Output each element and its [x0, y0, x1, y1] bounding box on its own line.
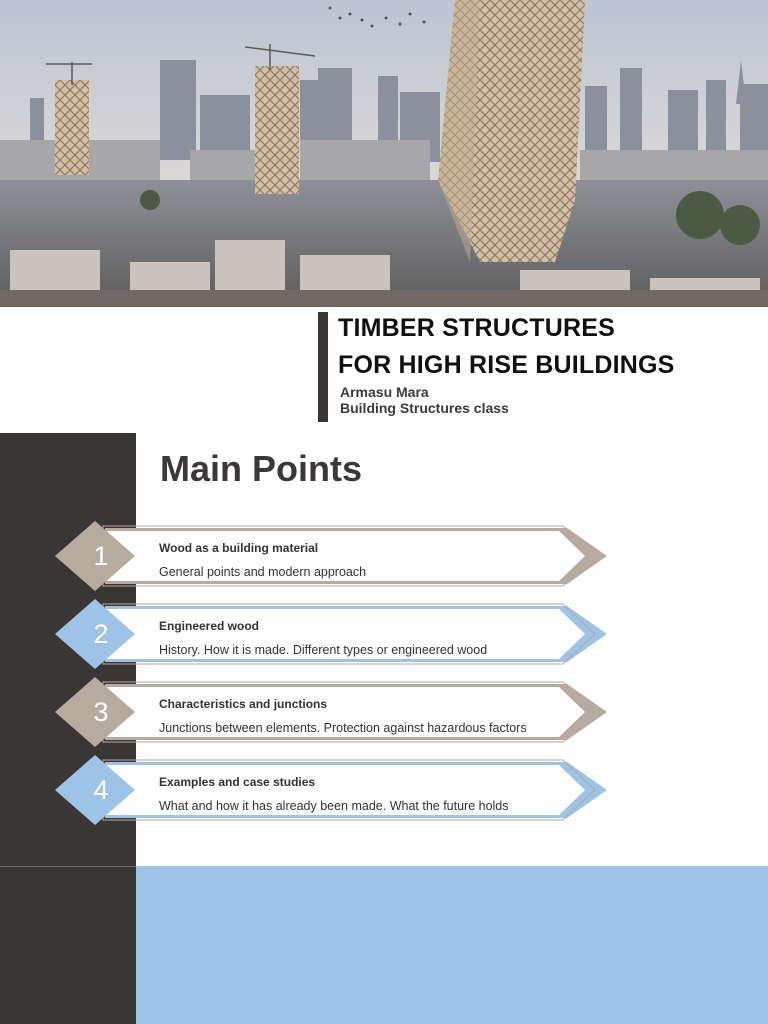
main-point-item: [55, 677, 615, 747]
divider: [0, 866, 136, 867]
point-description: History. How it is made. Different types or engineered wood: [159, 643, 488, 657]
title-accent-bar: [318, 312, 328, 422]
point-number: 3: [93, 697, 109, 727]
author-name: Armasu Mara: [340, 384, 429, 400]
main-point-item: [55, 521, 615, 591]
hero-cityscape-image: [0, 0, 768, 307]
point-number: 2: [93, 619, 109, 649]
point-title: Characteristics and junctions: [159, 697, 328, 711]
title-block: [318, 312, 768, 422]
point-number: 1: [93, 541, 109, 571]
point-title: Examples and case studies: [159, 775, 316, 789]
title-line-1: TIMBER STRUCTURES: [338, 314, 616, 342]
point-description: What and how it has already been made. What the future holds: [159, 799, 509, 813]
bottom-blue-panel: [136, 866, 768, 1024]
main-points-heading: Main Points: [160, 448, 363, 489]
main-point-item: [55, 599, 615, 669]
class-name: Building Structures class: [340, 400, 509, 416]
title-line-2: FOR HIGH RISE BUILDINGS: [338, 351, 675, 379]
main-point-item: [55, 755, 615, 825]
point-description: Junctions between elements. Protection against hazardous factors: [159, 721, 527, 735]
point-number: 4: [93, 775, 109, 805]
bottom-left-dark-panel: [0, 866, 136, 1024]
point-title: Wood as a building material: [159, 541, 319, 555]
point-description: General points and modern approach: [159, 565, 367, 579]
point-title: Engineered wood: [159, 619, 260, 633]
